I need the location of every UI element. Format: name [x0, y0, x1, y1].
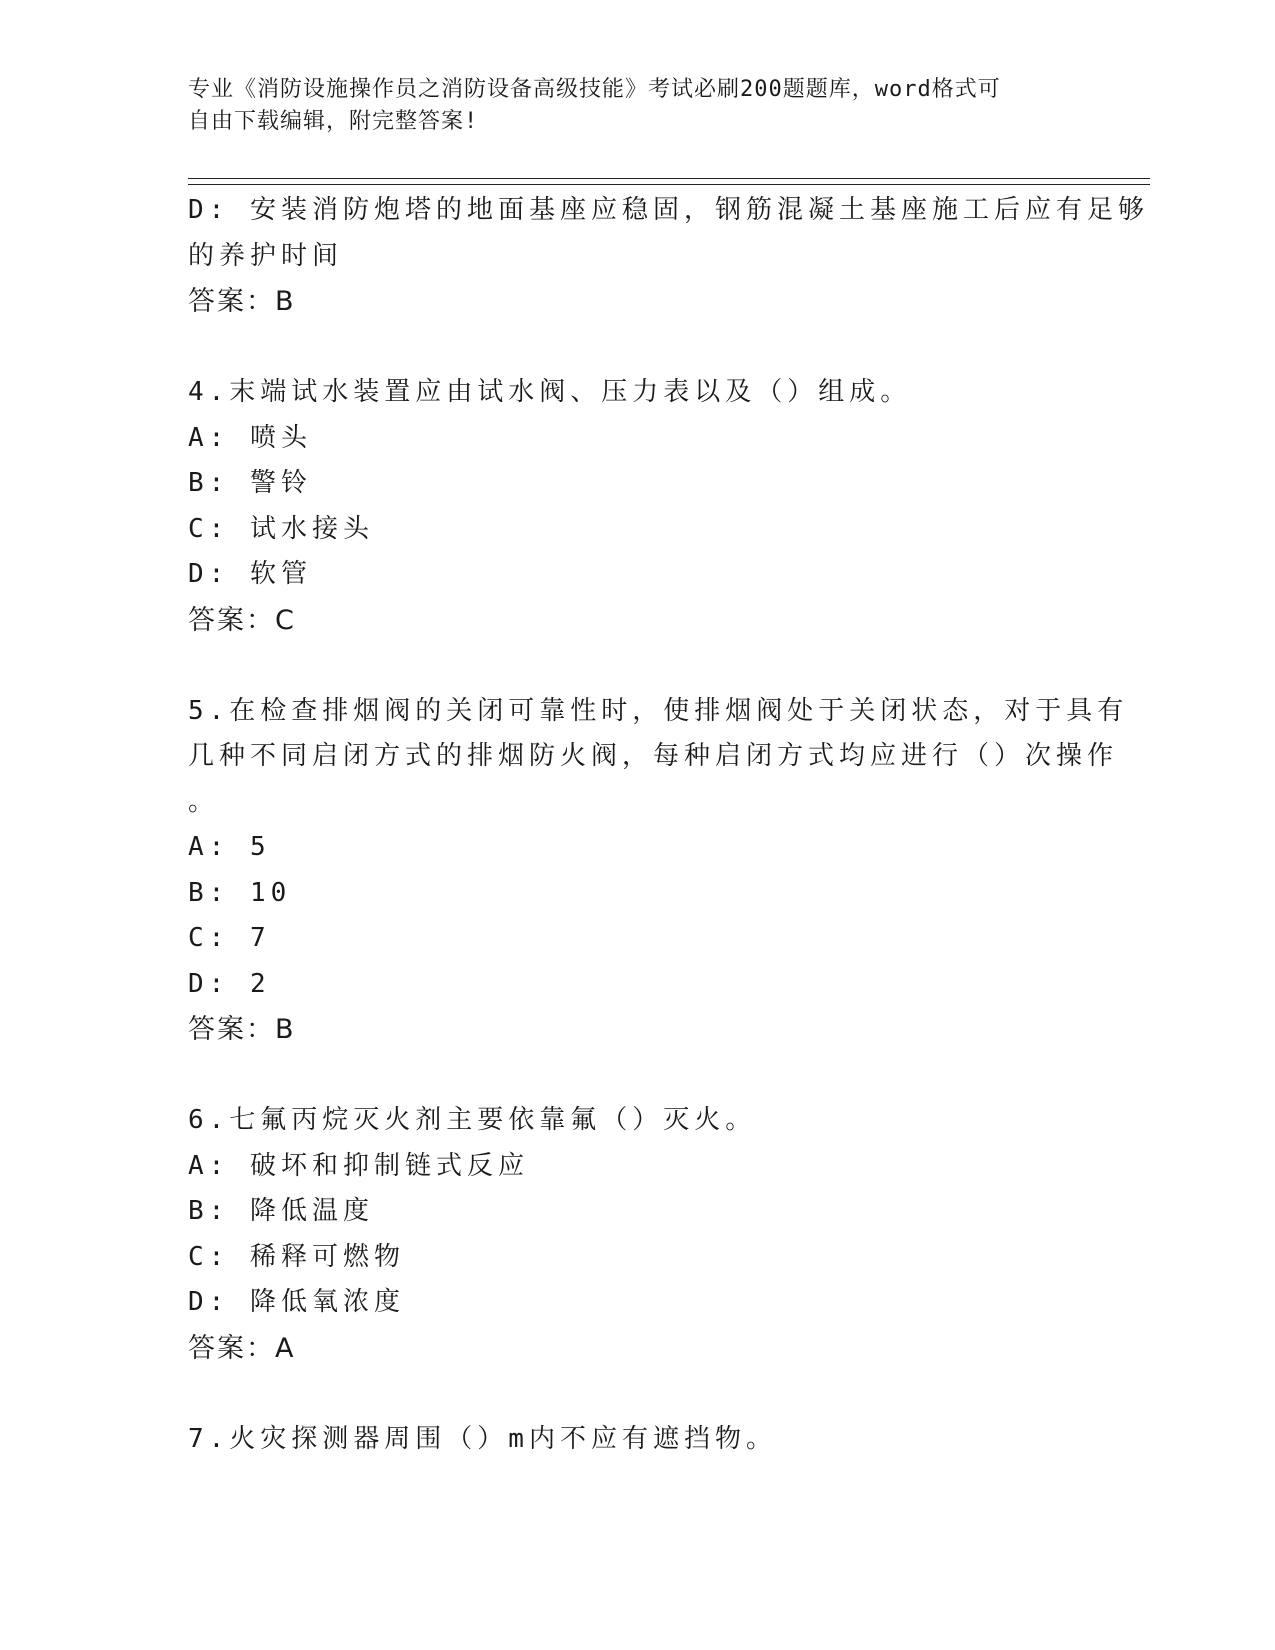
q6-option-b: B: 降低温度 [188, 1196, 374, 1226]
question-6 [188, 1098, 1088, 1371]
question-list [188, 188, 1149, 1462]
q4-option-b: B: 警铃 [188, 468, 312, 498]
q6-option-d: D: 降低氧浓度 [188, 1287, 405, 1317]
q4-option-a: A: 喷头 [188, 422, 312, 453]
question-3-tail [188, 188, 1149, 325]
q5-answer: 答案：B [188, 1014, 296, 1045]
q6-option-a: A: 破坏和抑制链式反应 [188, 1150, 529, 1181]
header-line-1: 专业《消防设施操作员之消防设备高级技能》考试必刷200题题库，word格式可 [188, 77, 1001, 102]
q4-question: 4.末端试水装置应由试水阀、压力表以及（）组成。 [188, 377, 912, 407]
question-7 [188, 1417, 1088, 1463]
spacer [188, 643, 1088, 689]
q4-option-d: D: 软管 [188, 559, 312, 589]
header-divider-bottom [188, 184, 1150, 185]
q6-answer: 答案：A [188, 1332, 296, 1364]
q5-option-a: A: 5 [188, 832, 271, 862]
spacer [188, 1053, 1088, 1099]
q4-option-c: C: 试水接头 [188, 513, 374, 544]
document-header [188, 74, 1088, 138]
q3-answer: 答案：B [188, 286, 296, 317]
header-divider-top [188, 178, 1150, 179]
q7-question: 7.火灾探测器周围（）m内不应有遮挡物。 [188, 1423, 777, 1454]
q5-option-d: D: 2 [188, 968, 271, 999]
q6-question: 6.七氟丙烷灭火剂主要依靠氟（）灭火。 [188, 1105, 757, 1135]
question-5 [188, 689, 1129, 1053]
spacer [188, 325, 1088, 371]
spacer [188, 1371, 1088, 1417]
q3-option-d-line-2: 的养护时间 [188, 240, 344, 271]
q3-option-d-line-1: D: 安装消防炮塔的地面基座应稳固，钢筋混凝土基座施工后应有足够 [188, 195, 1149, 225]
header-line-2: 自由下载编辑，附完整答案! [188, 109, 479, 134]
q5-question-line-1: 5.在检查排烟阀的关闭可靠性时，使排烟阀处于关闭状态，对于具有 [188, 695, 1129, 726]
question-4 [188, 370, 1088, 643]
q5-question-line-2: 几种不同启闭方式的排烟防火阀，每种启闭方式均应进行（）次操作 [188, 741, 1119, 771]
q5-question-line-3: 。 [188, 786, 220, 817]
q4-answer: 答案：C [188, 604, 296, 636]
q5-option-b: B: 10 [188, 877, 292, 908]
q6-option-c: C: 稀释可燃物 [188, 1241, 405, 1272]
q5-option-c: C: 7 [188, 923, 271, 953]
